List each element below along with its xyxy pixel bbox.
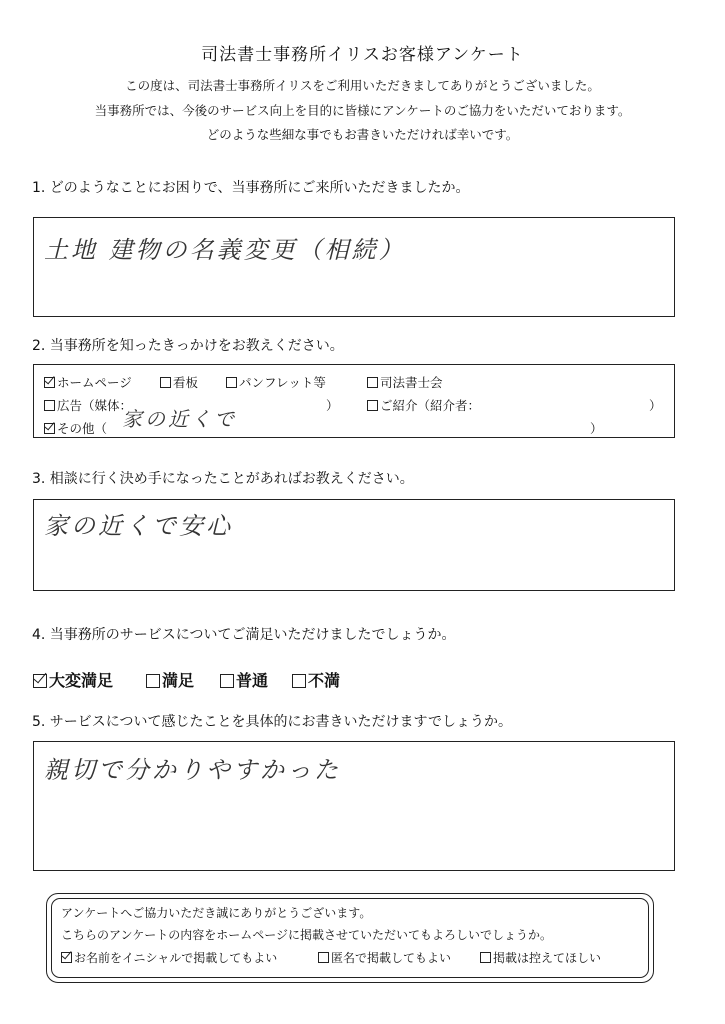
satisfaction-satisfied[interactable]: 満足 <box>146 668 194 691</box>
option-ad-close: ） <box>326 398 339 413</box>
option-bar-association[interactable]: 司法書士会 <box>367 373 443 391</box>
checkbox-checked-icon[interactable] <box>33 674 47 688</box>
question-5: 5. サービスについて感じたことを具体的にお書きいただけますでしょうか。 <box>32 714 512 730</box>
answer-box-2 <box>33 364 675 438</box>
option-homepage[interactable]: ホームページ <box>44 373 132 391</box>
option-ad[interactable]: 広告（媒体： <box>44 396 132 414</box>
answer-box-5[interactable] <box>33 741 675 871</box>
checkbox-icon[interactable] <box>318 952 329 963</box>
consent-option-decline[interactable]: 掲載は控えてほしい <box>480 949 601 966</box>
option-pamphlet[interactable]: パンフレット等 <box>226 373 326 391</box>
option-other-handwriting: 家の近くで <box>122 407 237 431</box>
satisfaction-very-satisfied[interactable]: 大変満足 <box>33 668 113 691</box>
question-4: 4. 当事務所のサービスについてご満足いただけましたでしょうか。 <box>32 627 456 643</box>
option-referral-close: ） <box>649 398 662 413</box>
question-1: 1. どのようなことにお困りで、当事務所にご来所いただきましたか。 <box>32 180 470 196</box>
answer-5-handwriting: 親切で分かりやすかった <box>44 756 341 784</box>
question-3: 3. 相談に行く決め手になったことがあればお教えください。 <box>32 471 414 487</box>
checkbox-icon[interactable] <box>292 674 306 688</box>
option-other-close: ） <box>590 421 603 436</box>
consent-question: こちらのアンケートの内容をホームページに掲載させていただいてもよろしいでしょうか。 <box>61 928 553 942</box>
option-other[interactable]: その他（ <box>44 419 107 437</box>
checkbox-icon[interactable] <box>160 377 171 388</box>
consent-option-initial[interactable]: お名前をイニシャルで掲載してもよい <box>61 949 277 966</box>
checkbox-icon[interactable] <box>367 377 378 388</box>
checkbox-icon[interactable] <box>226 377 237 388</box>
checkbox-checked-icon[interactable] <box>44 423 55 434</box>
option-signboard[interactable]: 看板 <box>160 373 198 391</box>
survey-title: 司法書士事務所イリスお客様アンケート <box>201 45 524 65</box>
satisfaction-neutral[interactable]: 普通 <box>220 668 268 691</box>
checkbox-checked-icon[interactable] <box>61 952 72 963</box>
checkbox-icon[interactable] <box>220 674 234 688</box>
consent-thanks: アンケートへご協力いただき誠にありがとうございます。 <box>61 906 372 920</box>
question-2: 2. 当事務所を知ったきっかけをお教えください。 <box>32 338 344 354</box>
checkbox-checked-icon[interactable] <box>44 377 55 388</box>
satisfaction-dissatisfied[interactable]: 不満 <box>292 668 340 691</box>
answer-box-3[interactable] <box>33 499 675 591</box>
intro-line-2: 当事務所では、今後のサービス向上を目的に皆様にアンケートのご協力をいただいております。 <box>94 103 631 118</box>
publication-consent-box <box>46 893 654 983</box>
answer-box-1[interactable] <box>33 217 675 317</box>
checkbox-icon[interactable] <box>367 400 378 411</box>
answer-1-handwriting: 土地 建物の名義変更（相続） <box>44 236 406 264</box>
checkbox-icon[interactable] <box>146 674 160 688</box>
consent-option-anonymous[interactable]: 匿名で掲載してもよい <box>318 949 451 966</box>
checkbox-icon[interactable] <box>44 400 55 411</box>
intro-line-1: この度は、司法書士事務所イリスをご利用いただきましてありがとうございました。 <box>125 78 600 93</box>
intro-line-3: どのような些細な事でもお書きいただければ幸いです。 <box>206 127 519 142</box>
answer-3-handwriting: 家の近くで安心 <box>44 512 233 540</box>
option-referral[interactable]: ご紹介（紹介者： <box>367 396 480 414</box>
checkbox-icon[interactable] <box>480 952 491 963</box>
